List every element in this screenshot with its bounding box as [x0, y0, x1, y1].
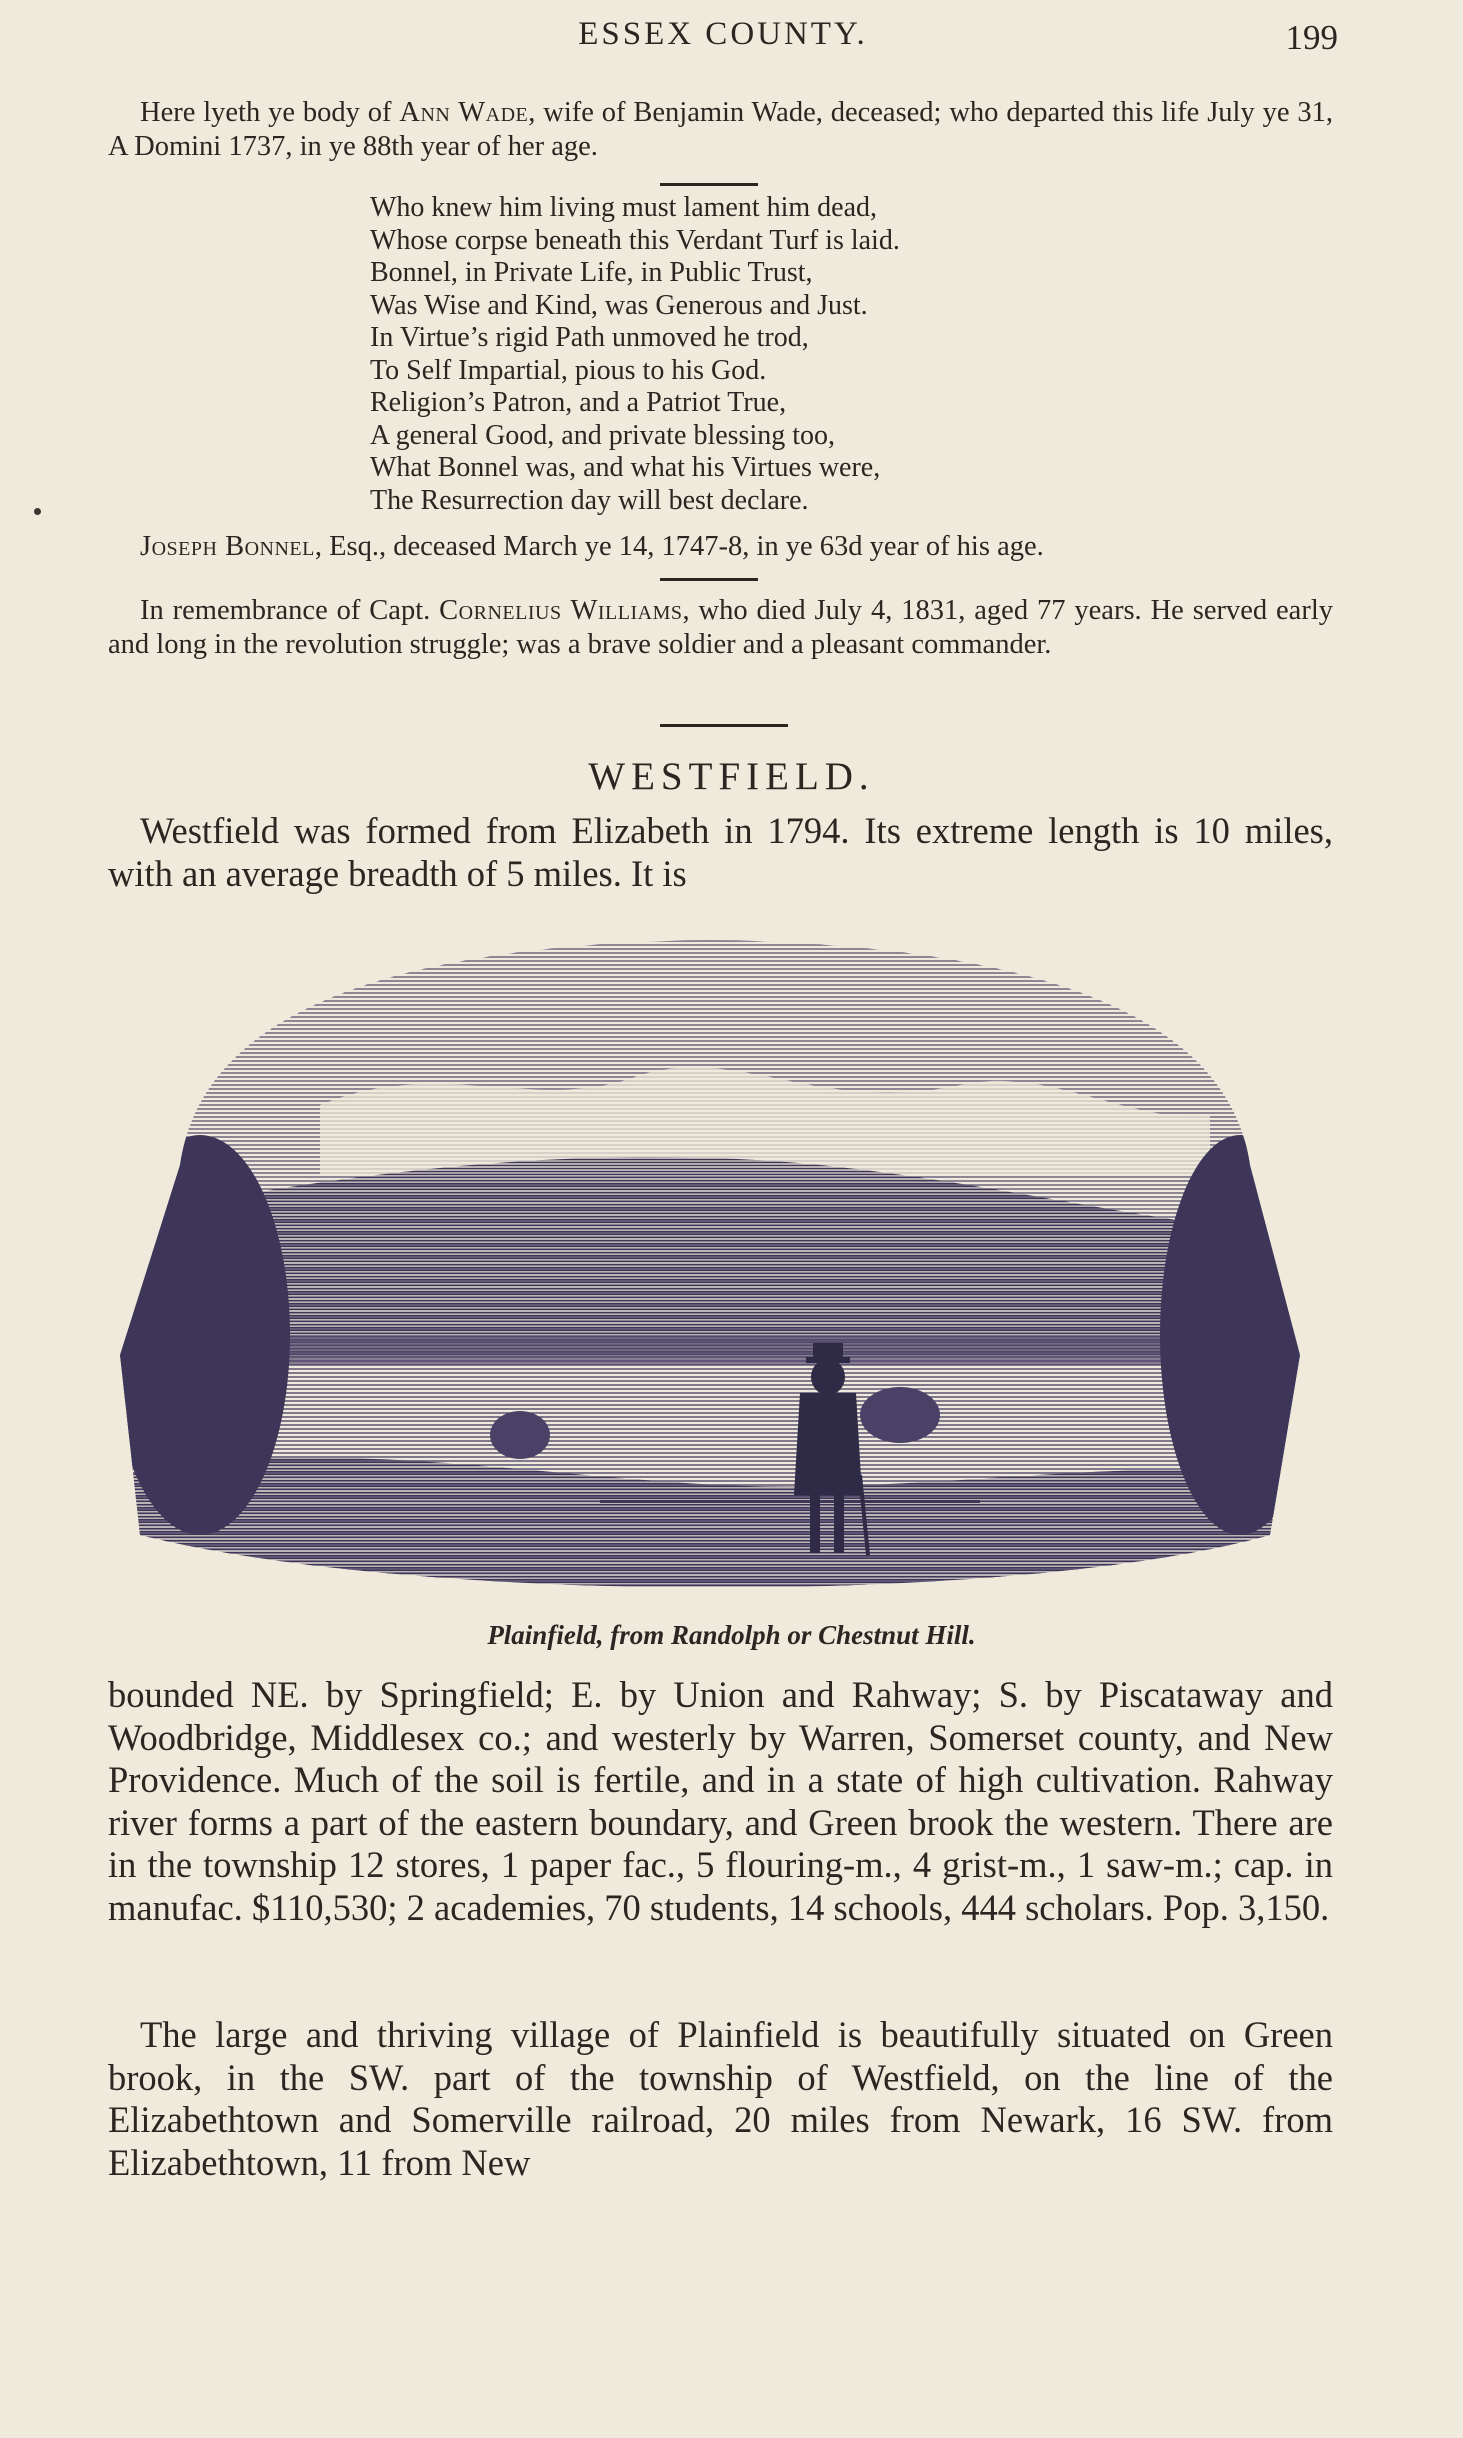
section-title: WESTFIELD. [588, 755, 875, 798]
page-header [108, 16, 1338, 66]
person-name: Ann Wade [399, 97, 529, 128]
illustration-caption: Plainfield, from Randolph or Chestnut Hill. [487, 1620, 976, 1650]
epitaph-prefix: In remembrance of Capt. [140, 595, 440, 626]
fence [600, 1500, 980, 1503]
poem-line: Religion’s Patron, and a Patriot True, [370, 387, 787, 418]
paragraph-plainfield: The large and thriving village of Plainfield is beautifully situated on Green brook, in the SW. part of the township of Westfield, on the line of the Elizabethtown and Somerville railroad, 20 miles from Newark, 16 SW. from Elizabethtown, 11 from New [108, 2014, 1333, 2183]
engraving-illustration [120, 915, 1305, 1605]
poem-line: The Resurrection day will best declare. [370, 484, 809, 516]
epitaph-text: , wife of Benjamin Wade, deceased; who departed this life July ye 31, A Domini 1737, in ye 88th year of her age. [108, 97, 1333, 162]
epitaph-poem [370, 192, 900, 517]
epitaph-joseph-bonnel [108, 530, 1333, 564]
meadow-tree [490, 1411, 550, 1459]
section-rule [660, 724, 788, 727]
separator-rule [660, 183, 758, 186]
poem-line: What Bonnel was, and what his Virtues were, [370, 452, 881, 483]
poem-line: Whose corpse beneath this Verdant Turf is laid. [370, 224, 900, 256]
poem-line: Bonnel, in Private Life, in Public Trust, [370, 257, 813, 288]
poem-line: Who knew him living must lament him dead, [370, 192, 878, 223]
person-name: Cornelius Williams [439, 595, 683, 626]
epitaph-prefix: Here lyeth ye body of [140, 97, 400, 128]
epitaph-ann-wade [108, 96, 1333, 164]
ink-speck [34, 508, 41, 515]
poem-line: In Virtue’s rigid Path unmoved he trod, [370, 322, 809, 353]
epitaph-text: , who died July 4, 1831, aged 77 years. He served early and long in the revolution struggle; was a brave soldier and a pleasant commander. [108, 595, 1333, 660]
person-name: Joseph Bonnel [140, 531, 315, 562]
meadow-tree [860, 1387, 940, 1443]
separator-rule [660, 578, 758, 581]
section-intro: Westfield was formed from Elizabeth in 1794. Its extreme length is 10 miles, with an average breadth of 5 miles. It is [108, 810, 1333, 894]
running-title: ESSEX COUNTY. [578, 16, 868, 52]
epitaph-text: , Esq., deceased March ye 14, 1747-8, in ye 63d year of his age. [314, 531, 1044, 562]
epitaph-cornelius-williams [108, 594, 1333, 662]
poem-line: A general Good, and private blessing too, [370, 419, 836, 451]
poem-line: To Self Impartial, pious to his God. [370, 354, 767, 386]
page-number: 199 [1285, 18, 1338, 57]
poem-line: Was Wise and Kind, was Generous and Just. [370, 289, 868, 321]
paragraph-boundaries: bounded NE. by Springfield; E. by Union and Rahway; S. by Piscataway and Woodbridge, Middlesex co.; and westerly by Warren, Somerset county, and New Providence. Much of the soil is fertile, and in a state of high cultivation. Rahway river forms a part of the eastern boundary, and Green brook the western. There are in the township 12 stores, 1 paper fac., 5 flouring-m., 4 grist-m., 1 saw-m.; cap. in manufac. $110,530; 2 academies, 70 students, 14 schools, 444 scholars. Pop. 3,150. [108, 1674, 1333, 1928]
